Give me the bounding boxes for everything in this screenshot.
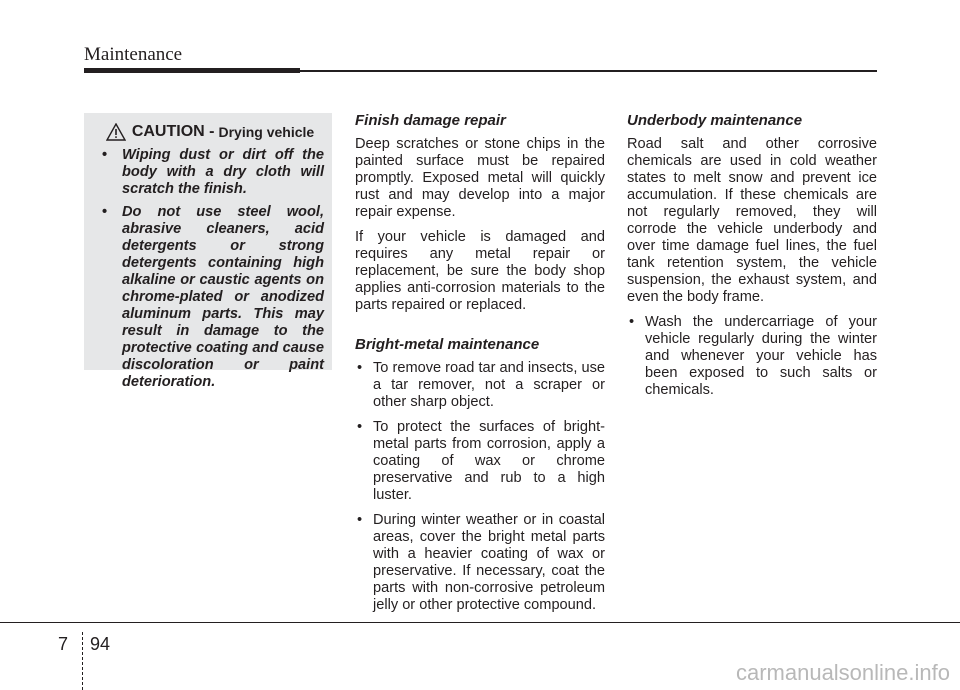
header-rule-thick — [84, 68, 300, 73]
list-item: • To protect the surfaces of bright-metal parts from corrosion, apply a coating of wax or chrome preservative and rub to a high luster. — [355, 419, 605, 504]
finish-damage-paragraph: If your vehicle is damaged and requires any metal repair or replacement, be sure the body shop applies anti-corrosion materials to the parts repaired or replaced. — [355, 229, 605, 313]
header-rule-thin — [300, 70, 877, 72]
underbody-heading: Underbody maintenance — [627, 112, 803, 129]
list-item: • To remove road tar and insects, use a tar remover, not a scraper or other sharp object. — [355, 360, 605, 411]
caution-word: CAUTION - — [131, 123, 215, 140]
page-number: 94 — [90, 634, 111, 654]
section-gap — [355, 322, 605, 336]
chapter-number: 7 — [58, 634, 69, 654]
caution-item: • Wiping dust or dirt off the body with a dry cloth will scratch the finish. — [96, 147, 324, 198]
warning-triangle-icon — [106, 123, 126, 141]
bright-metal-heading: Bright-metal maintenance — [355, 336, 540, 353]
underbody-list — [627, 314, 877, 399]
finish-damage-heading: Finish damage repair — [355, 112, 506, 129]
caution-title — [96, 123, 324, 141]
middle-column — [355, 112, 605, 622]
bright-metal-list — [355, 360, 605, 614]
watermark: carmanualsonline.info — [735, 660, 950, 685]
list-item: • Wash the undercarriage of your vehicle regularly during the winter and whenever your vehicle has been exposed to such salts or chemicals. — [627, 314, 877, 399]
right-column — [627, 112, 877, 407]
list-item: • During winter weather or in coastal areas, cover the bright metal parts with a heavier coating of wax or preservative. If necessary, coat the parts with non-corrosive petroleum jelly or other protective compound. — [355, 512, 605, 614]
finish-damage-paragraph: Deep scratches or stone chips in the painted surface must be repaired promptly. Exposed metal will quickly rust and may develop into a major repair expense. — [355, 136, 605, 220]
caution-list — [96, 147, 324, 391]
footer-rule — [0, 622, 960, 623]
footer-divider — [82, 632, 84, 690]
caution-subtitle: Drying vehicle — [218, 124, 315, 140]
caution-box — [84, 113, 332, 390]
caution-item: • Do not use steel wool, abrasive cleaners, acid detergents or strong detergents containing high alkaline or caustic agents on chrome-plated or anodized aluminum parts. This may result in damage to the protective coating and cause discoloration or paint deterioration. — [96, 204, 324, 391]
underbody-paragraph: Road salt and other corrosive chemicals are used in cold weather states to melt snow and prevent ice accumulation. If these chemicals are not regularly removed, they will corrode the vehicle underbody and over time damage fuel lines, the fuel tank retention system, the vehicle suspension, the exhaust system, and even the body frame. — [627, 136, 877, 305]
page-header-title: Maintenance — [84, 44, 183, 65]
